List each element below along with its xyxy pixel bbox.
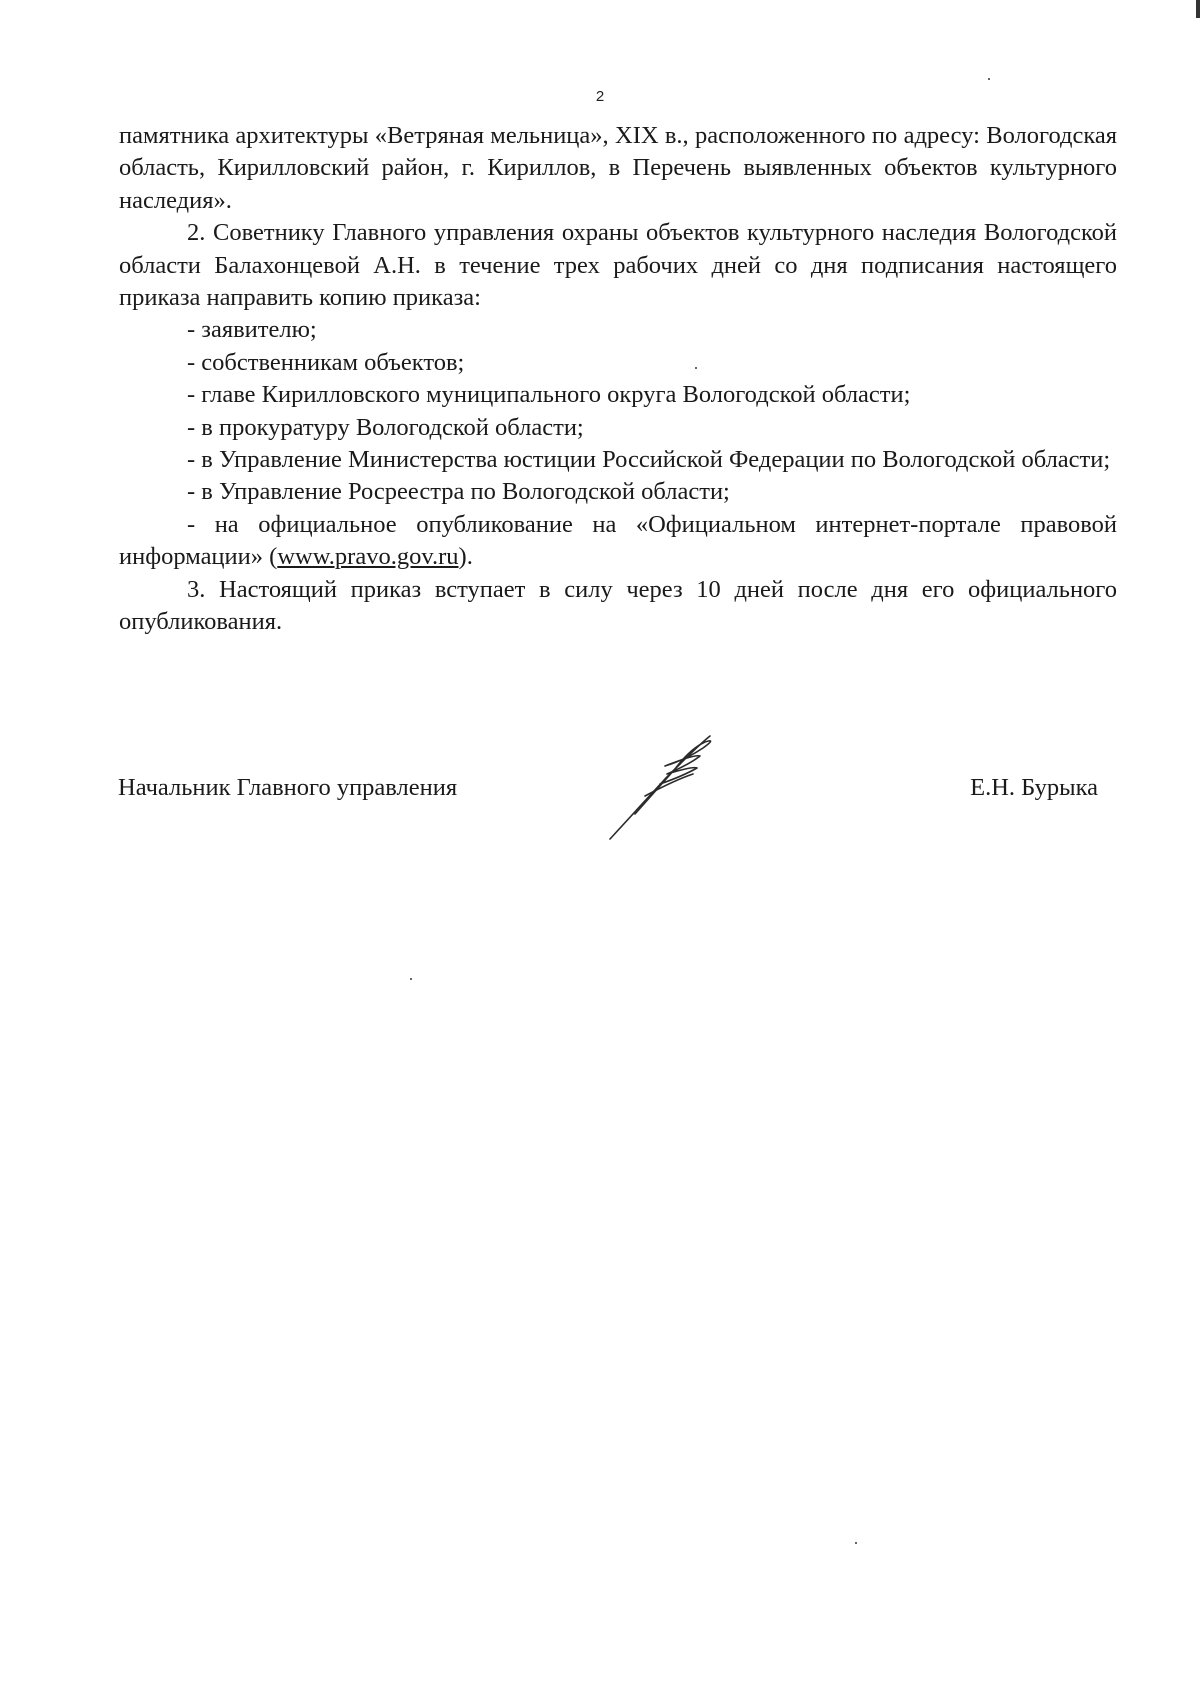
- list-item: - заявителю;: [187, 316, 317, 344]
- list-item-publication: [119, 509, 1117, 574]
- scan-speck: [695, 367, 697, 369]
- scan-speck: [988, 78, 990, 80]
- document-body: [119, 120, 1117, 639]
- publication-text: - на официальное опубликование на «Официальном интернет-портале правовой информации» (: [119, 510, 1117, 571]
- list-item: - собственникам объектов;: [187, 348, 465, 376]
- scan-edge-mark: [1196, 0, 1200, 18]
- scan-speck: [410, 978, 412, 980]
- paragraph-3: 3. Настоящий приказ вступает в силу через 10 дней после дня его официального опубликования.: [119, 575, 1117, 636]
- paragraph-2: 2. Советнику Главного управления охраны объектов культурного наследия Вологодской области Балахонцевой А.Н. в течение трех рабочих дней со дня подписания настоящего приказа направить копию приказа:: [119, 219, 1117, 312]
- scan-speck: [855, 1542, 857, 1544]
- publication-suffix: ).: [458, 543, 473, 571]
- list-item: - в Управление Росреестра по Вологодской области;: [187, 478, 730, 506]
- list-item: - главе Кирилловского муниципального округа Вологодской области;: [187, 381, 911, 409]
- list-item: - в Управление Министерства юстиции Российской Федерации по Вологодской области;: [187, 446, 1111, 474]
- paragraph-continuation: памятника архитектуры «Ветряная мельница», XIX в., расположенного по адресу: Вологодская область, Кирилловский район, г. Кириллов, в Перечень выявленных объектов культурного наследия».: [119, 122, 1117, 214]
- handwritten-signature: [605, 724, 755, 844]
- list-item: - в прокуратуру Вологодской области;: [187, 413, 584, 441]
- pravo-link[interactable]: www.pravo.gov.ru: [277, 543, 459, 571]
- signatory-name: Е.Н. Бурыка: [970, 774, 1098, 801]
- page-number: 2: [595, 88, 605, 105]
- signatory-position: Начальник Главного управления: [118, 774, 458, 801]
